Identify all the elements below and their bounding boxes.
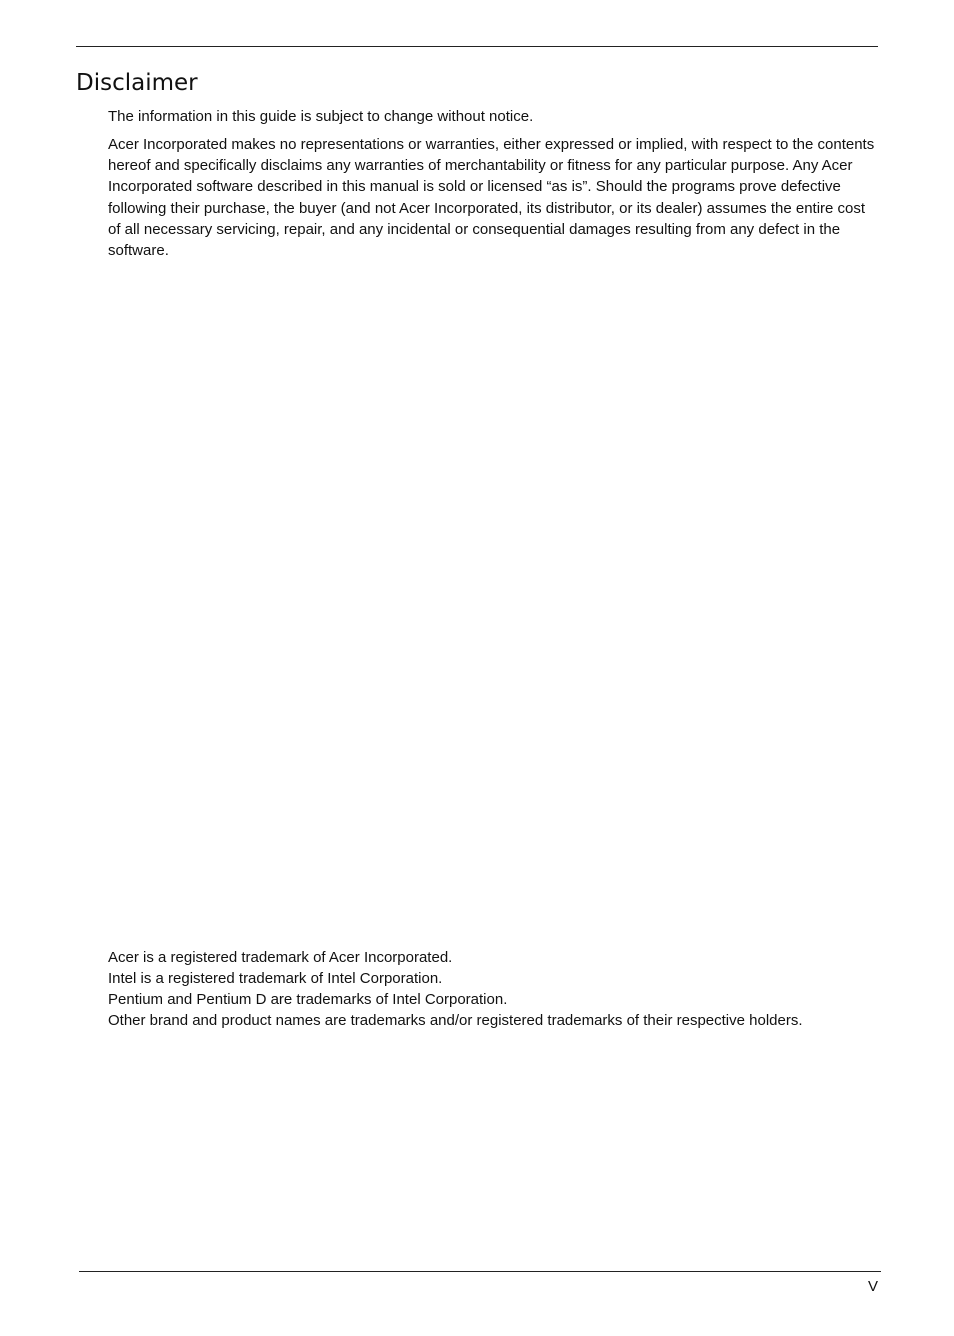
warranty-disclaimer-paragraph: Acer Incorporated makes no representations or warranties, either expressed or implied, with respect to the contents hereof and specifically disclaims any warranties of merchantability or fitness for any particular purpose. Any Acer Incorporated software described in this manual is sold or licensed “as is”. Should the programs prove defective following their purchase, the buyer (and not Acer Incorporated, its distributor, or its dealer) assumes the entire cost of all necessary servicing, repair, and any incidental or consequential damages resulting from any defect in the software. [108, 136, 875, 260]
trademark-item: Acer is a registered trademark of Acer Incorporated. [108, 949, 453, 966]
trademark-list [108, 947, 888, 1031]
notice-paragraph: The information in this guide is subject to change without notice. [108, 108, 534, 125]
page-number: V [867, 1278, 878, 1295]
footer-rule [79, 1271, 881, 1272]
header-rule [76, 46, 878, 47]
trademark-item: Other brand and product names are trademarks and/or registered trademarks of their respective holders. [108, 1012, 803, 1029]
trademark-item: Intel is a registered trademark of Intel Corporation. [108, 970, 443, 987]
page-title: Disclaimer [76, 70, 198, 96]
trademark-item: Pentium and Pentium D are trademarks of Intel Corporation. [108, 991, 508, 1008]
